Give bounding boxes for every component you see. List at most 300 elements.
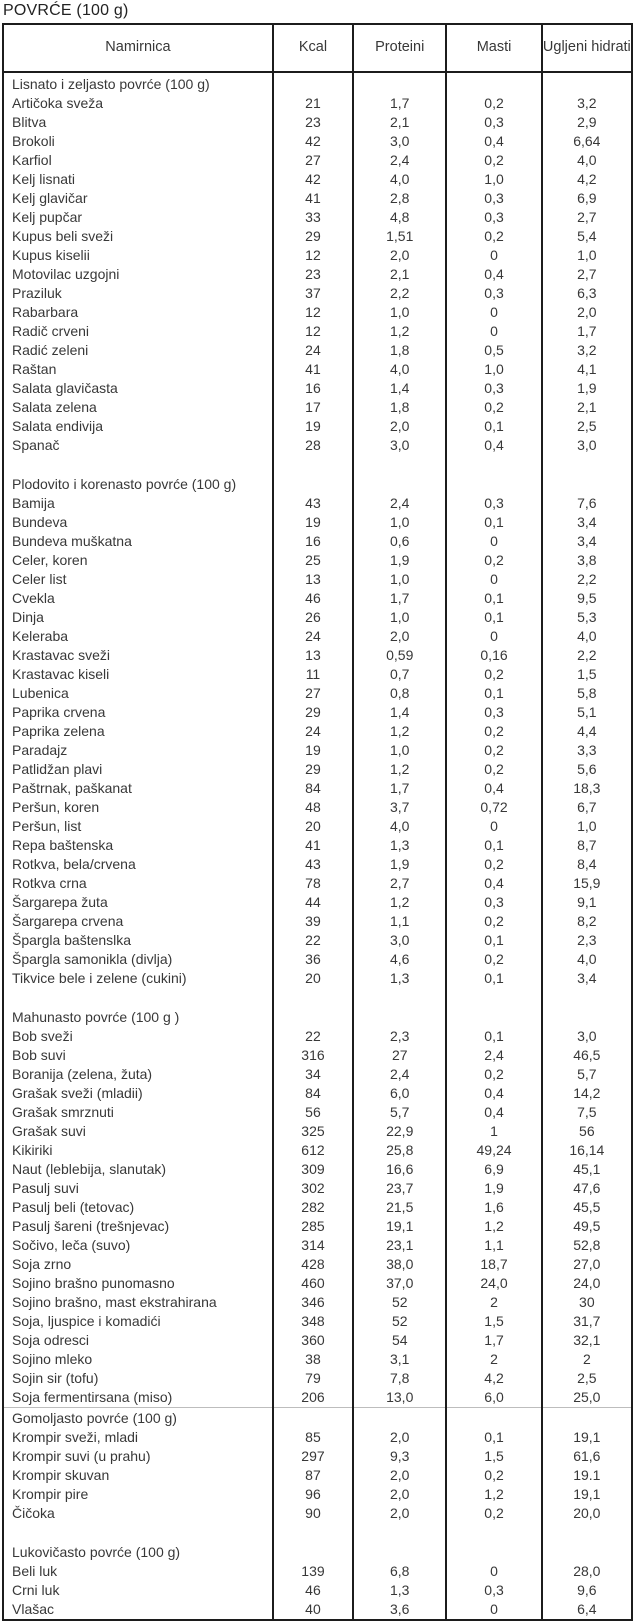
value-cell: 2,3 <box>542 931 632 950</box>
food-name-cell: Kelj pupčar <box>12 209 83 225</box>
food-name-cell: Spanač <box>12 437 60 453</box>
value-cell: 0,2 <box>446 855 541 874</box>
value-cell: 18,3 <box>542 779 632 798</box>
food-name-cell: Špargla baštenslka <box>12 932 132 948</box>
food-name-cell: Praziluk <box>12 285 62 301</box>
table-row <box>3 798 632 817</box>
food-name-cell: Pasulj suvi <box>12 1180 79 1196</box>
value-cell: 9,5 <box>542 589 632 608</box>
value-cell: 84 <box>273 1084 353 1103</box>
table-row <box>3 1600 632 1620</box>
food-name-cell: Krompir sveži, mladi <box>12 1429 139 1445</box>
table-row <box>3 646 632 665</box>
value-cell: 1,4 <box>353 379 446 398</box>
table-row <box>3 893 632 912</box>
empty-cell <box>353 1408 446 1429</box>
food-name-cell: Cvekla <box>12 590 55 606</box>
value-cell: 25 <box>273 551 353 570</box>
value-cell: 0,3 <box>446 893 541 912</box>
table-row <box>3 1046 632 1065</box>
table-row <box>3 398 632 417</box>
value-cell: 49,5 <box>542 1217 632 1236</box>
value-cell: 0,1 <box>446 608 541 627</box>
value-cell: 1,4 <box>353 703 446 722</box>
column-header-kcal: Kcal <box>273 24 353 72</box>
value-cell: 2,0 <box>542 303 632 322</box>
value-cell: 285 <box>273 1217 353 1236</box>
empty-cell <box>353 1542 446 1562</box>
food-name-cell: Tikvice bele i zelene (cukini) <box>12 970 187 986</box>
section-header-row <box>3 474 632 494</box>
value-cell: 4,8 <box>353 208 446 227</box>
value-cell: 31,7 <box>542 1312 632 1331</box>
table-row <box>3 1236 632 1255</box>
value-cell: 0 <box>446 246 541 265</box>
value-cell: 19 <box>273 417 353 436</box>
food-name-cell: Šargarepa crvena <box>12 913 124 929</box>
food-name-cell: Sojino brašno, mast ekstrahirana <box>12 1294 217 1310</box>
value-cell: 61,6 <box>542 1447 632 1466</box>
food-name-cell: Rabarbara <box>12 304 79 320</box>
table-row <box>3 1255 632 1274</box>
value-cell: 0,7 <box>353 665 446 684</box>
value-cell: 19.1 <box>542 1466 632 1485</box>
empty-cell <box>542 474 632 494</box>
value-cell: 24 <box>273 341 353 360</box>
value-cell: 1,8 <box>353 341 446 360</box>
table-row <box>3 1562 632 1581</box>
empty-cell <box>446 72 541 94</box>
value-cell: 12 <box>273 322 353 341</box>
value-cell: 56 <box>273 1103 353 1122</box>
empty-cell <box>353 1523 446 1542</box>
empty-cell <box>273 988 353 1007</box>
food-name-cell: Šargarepa žuta <box>12 894 108 910</box>
food-name-cell: Špargla samonikla (divlja) <box>12 951 173 967</box>
value-cell: 0,2 <box>446 94 541 113</box>
value-cell: 0,4 <box>446 1103 541 1122</box>
food-name-cell: Kelj glavičar <box>12 190 88 206</box>
value-cell: 0,2 <box>446 227 541 246</box>
value-cell: 9,1 <box>542 893 632 912</box>
value-cell: 2,4 <box>353 1065 446 1084</box>
value-cell: 1,3 <box>353 1581 446 1600</box>
value-cell: 0,2 <box>446 665 541 684</box>
empty-cell <box>542 988 632 1007</box>
empty-cell <box>446 1007 541 1027</box>
table-row <box>3 665 632 684</box>
value-cell: 2,0 <box>353 246 446 265</box>
value-cell: 27,0 <box>542 1255 632 1274</box>
table-row <box>3 722 632 741</box>
section-label: Gomoljasto povrće (100 g) <box>3 1408 273 1429</box>
table-row <box>3 1198 632 1217</box>
value-cell: 17 <box>273 398 353 417</box>
food-name-cell: Paprika crvena <box>12 704 106 720</box>
value-cell: 34 <box>273 1065 353 1084</box>
empty-cell <box>273 474 353 494</box>
value-cell: 2,0 <box>353 1485 446 1504</box>
value-cell: 5,4 <box>542 227 632 246</box>
value-cell: 2,3 <box>353 1027 446 1046</box>
value-cell: 1,2 <box>446 1485 541 1504</box>
food-name-cell: Raštan <box>12 361 57 377</box>
food-name-cell: Dinja <box>12 609 44 625</box>
value-cell: 27 <box>273 684 353 703</box>
value-cell: 11 <box>273 665 353 684</box>
value-cell: 1,5 <box>446 1447 541 1466</box>
food-name-cell: Krompir pire <box>12 1486 89 1502</box>
food-name-cell: Blitva <box>12 114 47 130</box>
value-cell: 1,5 <box>446 1312 541 1331</box>
empty-cell <box>542 1408 632 1429</box>
table-row <box>3 912 632 931</box>
value-cell: 6,4 <box>542 1600 632 1620</box>
food-name-cell: Bundeva <box>12 514 68 530</box>
food-name-cell: Peršun, koren <box>12 799 100 815</box>
value-cell: 1,5 <box>542 665 632 684</box>
value-cell: 0,3 <box>446 494 541 513</box>
section-header-row <box>3 1408 632 1429</box>
value-cell: 29 <box>273 760 353 779</box>
section-header-row <box>3 1007 632 1027</box>
spacer-row <box>3 1523 632 1542</box>
food-name-cell: Radić zeleni <box>12 342 89 358</box>
food-name-cell: Bundeva muškatna <box>12 533 132 549</box>
value-cell: 21,5 <box>353 1198 446 1217</box>
value-cell: 1 <box>446 1122 541 1141</box>
value-cell: 0,1 <box>446 969 541 988</box>
value-cell: 0,1 <box>446 836 541 855</box>
food-name-cell: Salata glavičasta <box>12 380 118 396</box>
empty-cell <box>3 988 273 1007</box>
value-cell: 42 <box>273 132 353 151</box>
value-cell: 19 <box>273 513 353 532</box>
empty-cell <box>3 455 273 474</box>
value-cell: 348 <box>273 1312 353 1331</box>
value-cell: 2 <box>542 1350 632 1369</box>
food-name-cell: Naut (leblebija, slanutak) <box>12 1161 167 1177</box>
empty-cell <box>542 1542 632 1562</box>
value-cell: 1,2 <box>446 1217 541 1236</box>
value-cell: 20,0 <box>542 1504 632 1523</box>
value-cell: 32,1 <box>542 1331 632 1350</box>
table-row <box>3 1428 632 1447</box>
food-name-cell: Karfiol <box>12 152 52 168</box>
food-name-cell: Paprika zelena <box>12 723 105 739</box>
value-cell: 3,2 <box>542 341 632 360</box>
section-label: Lukovičasto povrće (100 g) <box>12 1544 181 1560</box>
value-cell: 25,8 <box>353 1141 446 1160</box>
table-row <box>3 1103 632 1122</box>
food-name-cell: Vlašac <box>12 1601 55 1617</box>
value-cell: 27 <box>353 1046 446 1065</box>
empty-cell <box>446 988 541 1007</box>
value-cell: 2,1 <box>353 265 446 284</box>
value-cell: 41 <box>273 360 353 379</box>
value-cell: 4,2 <box>542 170 632 189</box>
table-row <box>3 532 632 551</box>
value-cell: 5,6 <box>542 760 632 779</box>
value-cell: 27 <box>273 151 353 170</box>
table-row <box>3 1388 632 1408</box>
value-cell: 42 <box>273 170 353 189</box>
value-cell: 4,0 <box>353 360 446 379</box>
value-cell: 2,2 <box>353 284 446 303</box>
food-name-cell: Rotkva, bela/crvena <box>12 856 136 872</box>
table-header <box>3 24 632 72</box>
value-cell: 3,2 <box>542 94 632 113</box>
value-cell: 90 <box>273 1504 353 1523</box>
header-row <box>3 24 632 72</box>
value-cell: 1,0 <box>353 741 446 760</box>
value-cell: 4,4 <box>542 722 632 741</box>
empty-cell <box>542 455 632 474</box>
value-cell: 16 <box>273 532 353 551</box>
value-cell: 0,2 <box>446 760 541 779</box>
value-cell: 46,5 <box>542 1046 632 1065</box>
value-cell: 2,2 <box>542 570 632 589</box>
value-cell: 37,0 <box>353 1274 446 1293</box>
value-cell: 1,7 <box>353 779 446 798</box>
food-name-cell: Krompir skuvan <box>12 1467 110 1483</box>
column-header-proteini: Proteini <box>353 24 446 72</box>
value-cell: 12 <box>273 303 353 322</box>
food-name-cell: Soja odresci <box>12 1332 90 1348</box>
section-header-row <box>3 1542 632 1562</box>
table-row <box>3 1447 632 1466</box>
table-row <box>3 627 632 646</box>
value-cell: 297 <box>273 1447 353 1466</box>
food-name-cell: Kupus beli sveži <box>12 228 114 244</box>
table-row <box>3 436 632 455</box>
table-row <box>3 1504 632 1523</box>
value-cell: 38 <box>273 1350 353 1369</box>
food-name-cell: Krompir suvi (u prahu) <box>12 1448 151 1464</box>
value-cell: 3,4 <box>542 532 632 551</box>
value-cell: 1,8 <box>353 398 446 417</box>
food-name-cell: Kikiriki <box>12 1142 53 1158</box>
value-cell: 23 <box>273 113 353 132</box>
value-cell: 13 <box>273 646 353 665</box>
value-cell: 314 <box>273 1236 353 1255</box>
table-row <box>3 817 632 836</box>
table-row <box>3 1179 632 1198</box>
value-cell: 206 <box>273 1388 353 1408</box>
table-row <box>3 1160 632 1179</box>
value-cell: 3,7 <box>353 798 446 817</box>
food-name-cell: Radič crveni <box>12 323 90 339</box>
value-cell: 0,2 <box>446 912 541 931</box>
value-cell: 23,1 <box>353 1236 446 1255</box>
value-cell: 1,2 <box>353 322 446 341</box>
value-cell: 3,0 <box>353 931 446 950</box>
value-cell: 2,0 <box>353 1466 446 1485</box>
value-cell: 43 <box>273 855 353 874</box>
value-cell: 22,9 <box>353 1122 446 1141</box>
value-cell: 3,6 <box>353 1600 446 1620</box>
value-cell: 44 <box>273 893 353 912</box>
value-cell: 9,6 <box>542 1581 632 1600</box>
value-cell: 460 <box>273 1274 353 1293</box>
food-name-cell: Bob sveži <box>12 1028 73 1044</box>
value-cell: 0,3 <box>446 113 541 132</box>
value-cell: 3,0 <box>542 436 632 455</box>
value-cell: 1,51 <box>353 227 446 246</box>
empty-cell <box>273 455 353 474</box>
value-cell: 5,7 <box>542 1065 632 1084</box>
value-cell: 7,6 <box>542 494 632 513</box>
value-cell: 2,4 <box>446 1046 541 1065</box>
value-cell: 2,0 <box>353 1504 446 1523</box>
value-cell: 15,9 <box>542 874 632 893</box>
value-cell: 0,3 <box>446 284 541 303</box>
value-cell: 23 <box>273 265 353 284</box>
food-name-cell: Soja, ljuspice i komadići <box>12 1313 161 1329</box>
value-cell: 0,16 <box>446 646 541 665</box>
value-cell: 0,3 <box>446 703 541 722</box>
value-cell: 4,0 <box>542 151 632 170</box>
table-row <box>3 931 632 950</box>
value-cell: 0,2 <box>446 1504 541 1523</box>
value-cell: 1,9 <box>542 379 632 398</box>
value-cell: 4,0 <box>353 170 446 189</box>
table-row <box>3 1122 632 1141</box>
value-cell: 79 <box>273 1369 353 1388</box>
value-cell: 360 <box>273 1331 353 1350</box>
value-cell: 6,8 <box>353 1562 446 1581</box>
value-cell: 0,3 <box>446 1581 541 1600</box>
table-row <box>3 322 632 341</box>
food-name-cell: Beli luk <box>12 1563 58 1579</box>
value-cell: 1,2 <box>353 722 446 741</box>
table-row <box>3 874 632 893</box>
value-cell: 3,4 <box>542 513 632 532</box>
value-cell: 3,1 <box>353 1350 446 1369</box>
table-row <box>3 551 632 570</box>
value-cell: 1,7 <box>353 94 446 113</box>
table-row <box>3 684 632 703</box>
value-cell: 0,1 <box>446 513 541 532</box>
value-cell: 1,0 <box>446 360 541 379</box>
table-row <box>3 94 632 113</box>
value-cell: 1,6 <box>446 1198 541 1217</box>
food-name-cell: Brokoli <box>12 133 55 149</box>
value-cell: 4,2 <box>446 1369 541 1388</box>
table-row <box>3 1485 632 1504</box>
value-cell: 24 <box>273 627 353 646</box>
value-cell: 0 <box>446 1600 541 1620</box>
table-row <box>3 1293 632 1312</box>
section-label: Mahunasto povrće (100 g ) <box>12 1009 180 1025</box>
value-cell: 3,3 <box>542 741 632 760</box>
value-cell: 6,9 <box>542 189 632 208</box>
value-cell: 13 <box>273 570 353 589</box>
value-cell: 0,4 <box>446 265 541 284</box>
value-cell: 3,8 <box>542 551 632 570</box>
empty-cell <box>542 1523 632 1542</box>
table-row <box>3 608 632 627</box>
value-cell: 36 <box>273 950 353 969</box>
value-cell: 12 <box>273 246 353 265</box>
value-cell: 2 <box>446 1293 541 1312</box>
empty-cell <box>542 72 632 94</box>
value-cell: 1,3 <box>353 836 446 855</box>
value-cell: 316 <box>273 1046 353 1065</box>
value-cell: 33 <box>273 208 353 227</box>
value-cell: 0 <box>446 532 541 551</box>
value-cell: 24,0 <box>542 1274 632 1293</box>
value-cell: 0,2 <box>446 1466 541 1485</box>
value-cell: 2,8 <box>353 189 446 208</box>
table-row <box>3 227 632 246</box>
empty-cell <box>353 455 446 474</box>
value-cell: 5,8 <box>542 684 632 703</box>
value-cell: 0,2 <box>446 950 541 969</box>
table-row <box>3 151 632 170</box>
food-name-cell: Rotkva crna <box>12 875 87 891</box>
value-cell: 6,64 <box>542 132 632 151</box>
value-cell: 47,6 <box>542 1179 632 1198</box>
value-cell: 22 <box>273 1027 353 1046</box>
value-cell: 302 <box>273 1179 353 1198</box>
value-cell: 0 <box>446 322 541 341</box>
value-cell: 19,1 <box>542 1485 632 1504</box>
value-cell: 0,2 <box>446 398 541 417</box>
value-cell: 26 <box>273 608 353 627</box>
value-cell: 3,0 <box>542 1027 632 1046</box>
food-name-cell: Paradajz <box>12 742 68 758</box>
value-cell: 2,0 <box>353 417 446 436</box>
value-cell: 4,0 <box>353 817 446 836</box>
food-name-cell: Krastavac kiseli <box>12 666 110 682</box>
section-label: Lisnato i zeljasto povrće (100 g) <box>12 76 210 92</box>
table-row <box>3 284 632 303</box>
value-cell: 1,1 <box>446 1236 541 1255</box>
value-cell: 0,4 <box>446 436 541 455</box>
value-cell: 0,5 <box>446 341 541 360</box>
table-row <box>3 1369 632 1388</box>
value-cell: 22 <box>273 931 353 950</box>
empty-cell <box>273 72 353 94</box>
value-cell: 84 <box>273 779 353 798</box>
value-cell: 16 <box>273 379 353 398</box>
empty-cell <box>446 1523 541 1542</box>
value-cell: 6,9 <box>446 1160 541 1179</box>
value-cell: 3,4 <box>542 969 632 988</box>
table-row <box>3 703 632 722</box>
food-name-cell: Grašak suvi <box>12 1123 86 1139</box>
value-cell: 9,3 <box>353 1447 446 1466</box>
empty-cell <box>273 1542 353 1562</box>
table-body <box>3 72 632 1620</box>
value-cell: 1,7 <box>446 1331 541 1350</box>
value-cell: 52,8 <box>542 1236 632 1255</box>
food-name-cell: Bamija <box>12 495 55 511</box>
value-cell: 0,8 <box>353 684 446 703</box>
value-cell: 78 <box>273 874 353 893</box>
value-cell: 49,24 <box>446 1141 541 1160</box>
table-row <box>3 760 632 779</box>
value-cell: 29 <box>273 227 353 246</box>
empty-cell <box>273 1007 353 1027</box>
section-header-row <box>3 72 632 94</box>
food-name-cell: Crni luk <box>12 1582 60 1598</box>
value-cell: 39 <box>273 912 353 931</box>
value-cell: 0,3 <box>446 189 541 208</box>
table-row <box>3 303 632 322</box>
value-cell: 2,0 <box>353 627 446 646</box>
